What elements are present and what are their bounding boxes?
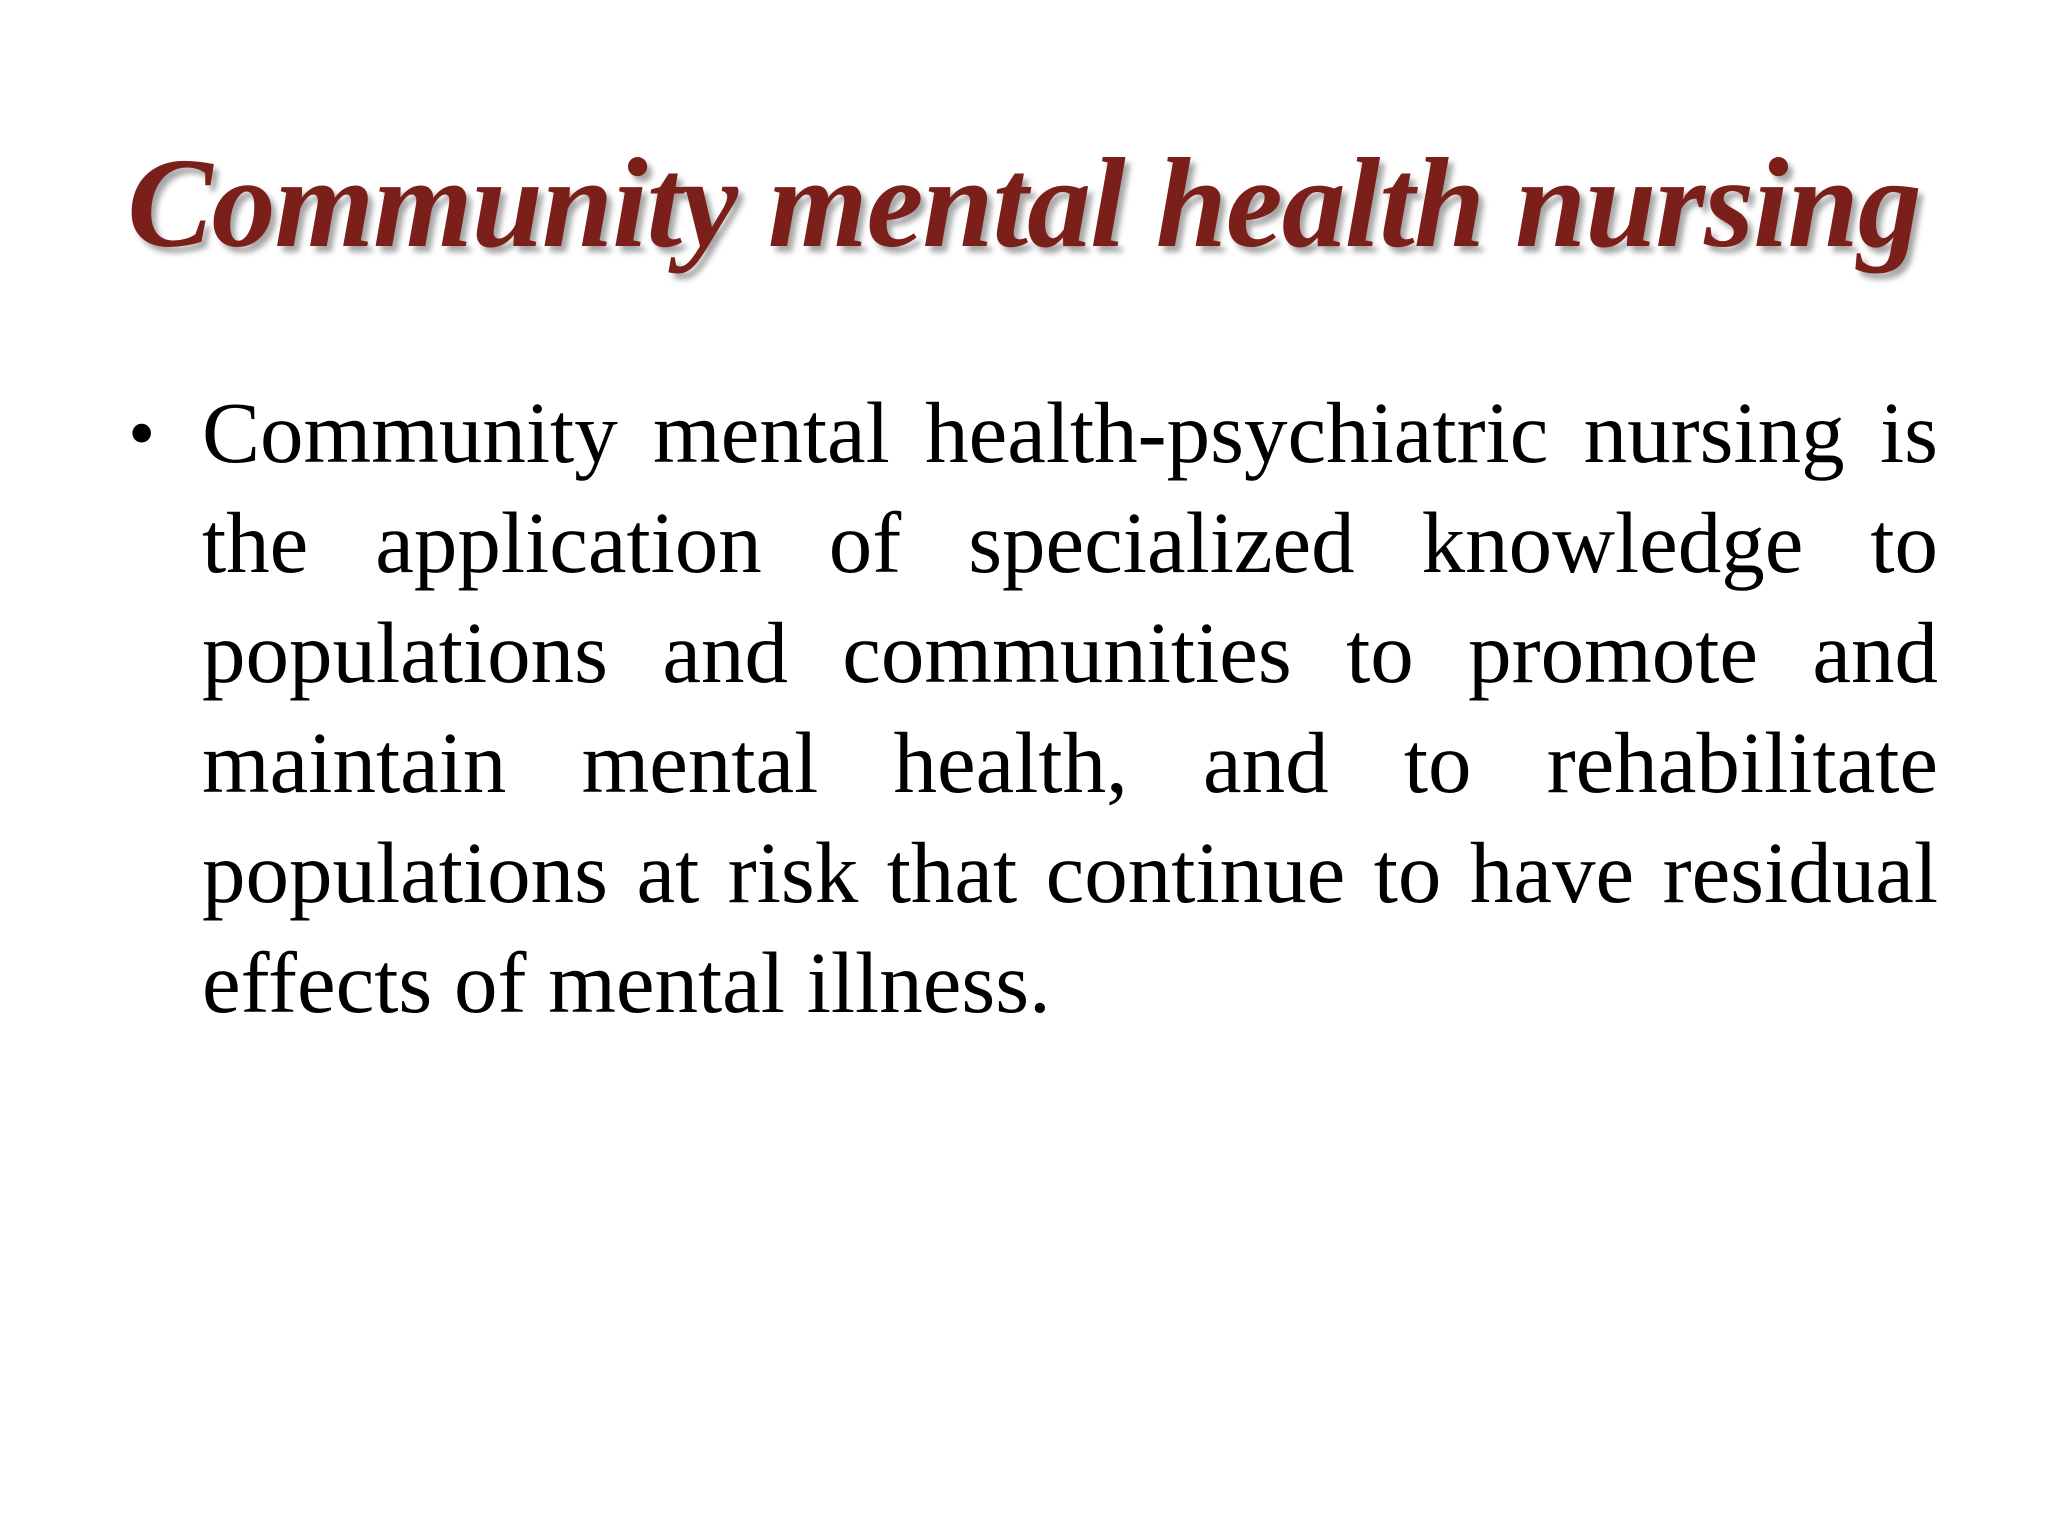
bullet-text: Community mental health-psychiatric nursing is the application of specialized knowledge to populations and communities to promote and maintain mental health, and to rehabilitate populations at risk that continue to have residual effects of mental illness. bbox=[202, 384, 1938, 1031]
bullet-list bbox=[118, 378, 1938, 1038]
bullet-item bbox=[118, 378, 1938, 1038]
slide-title: Community mental health nursing bbox=[127, 132, 1921, 274]
bullet-icon: • bbox=[128, 389, 156, 476]
